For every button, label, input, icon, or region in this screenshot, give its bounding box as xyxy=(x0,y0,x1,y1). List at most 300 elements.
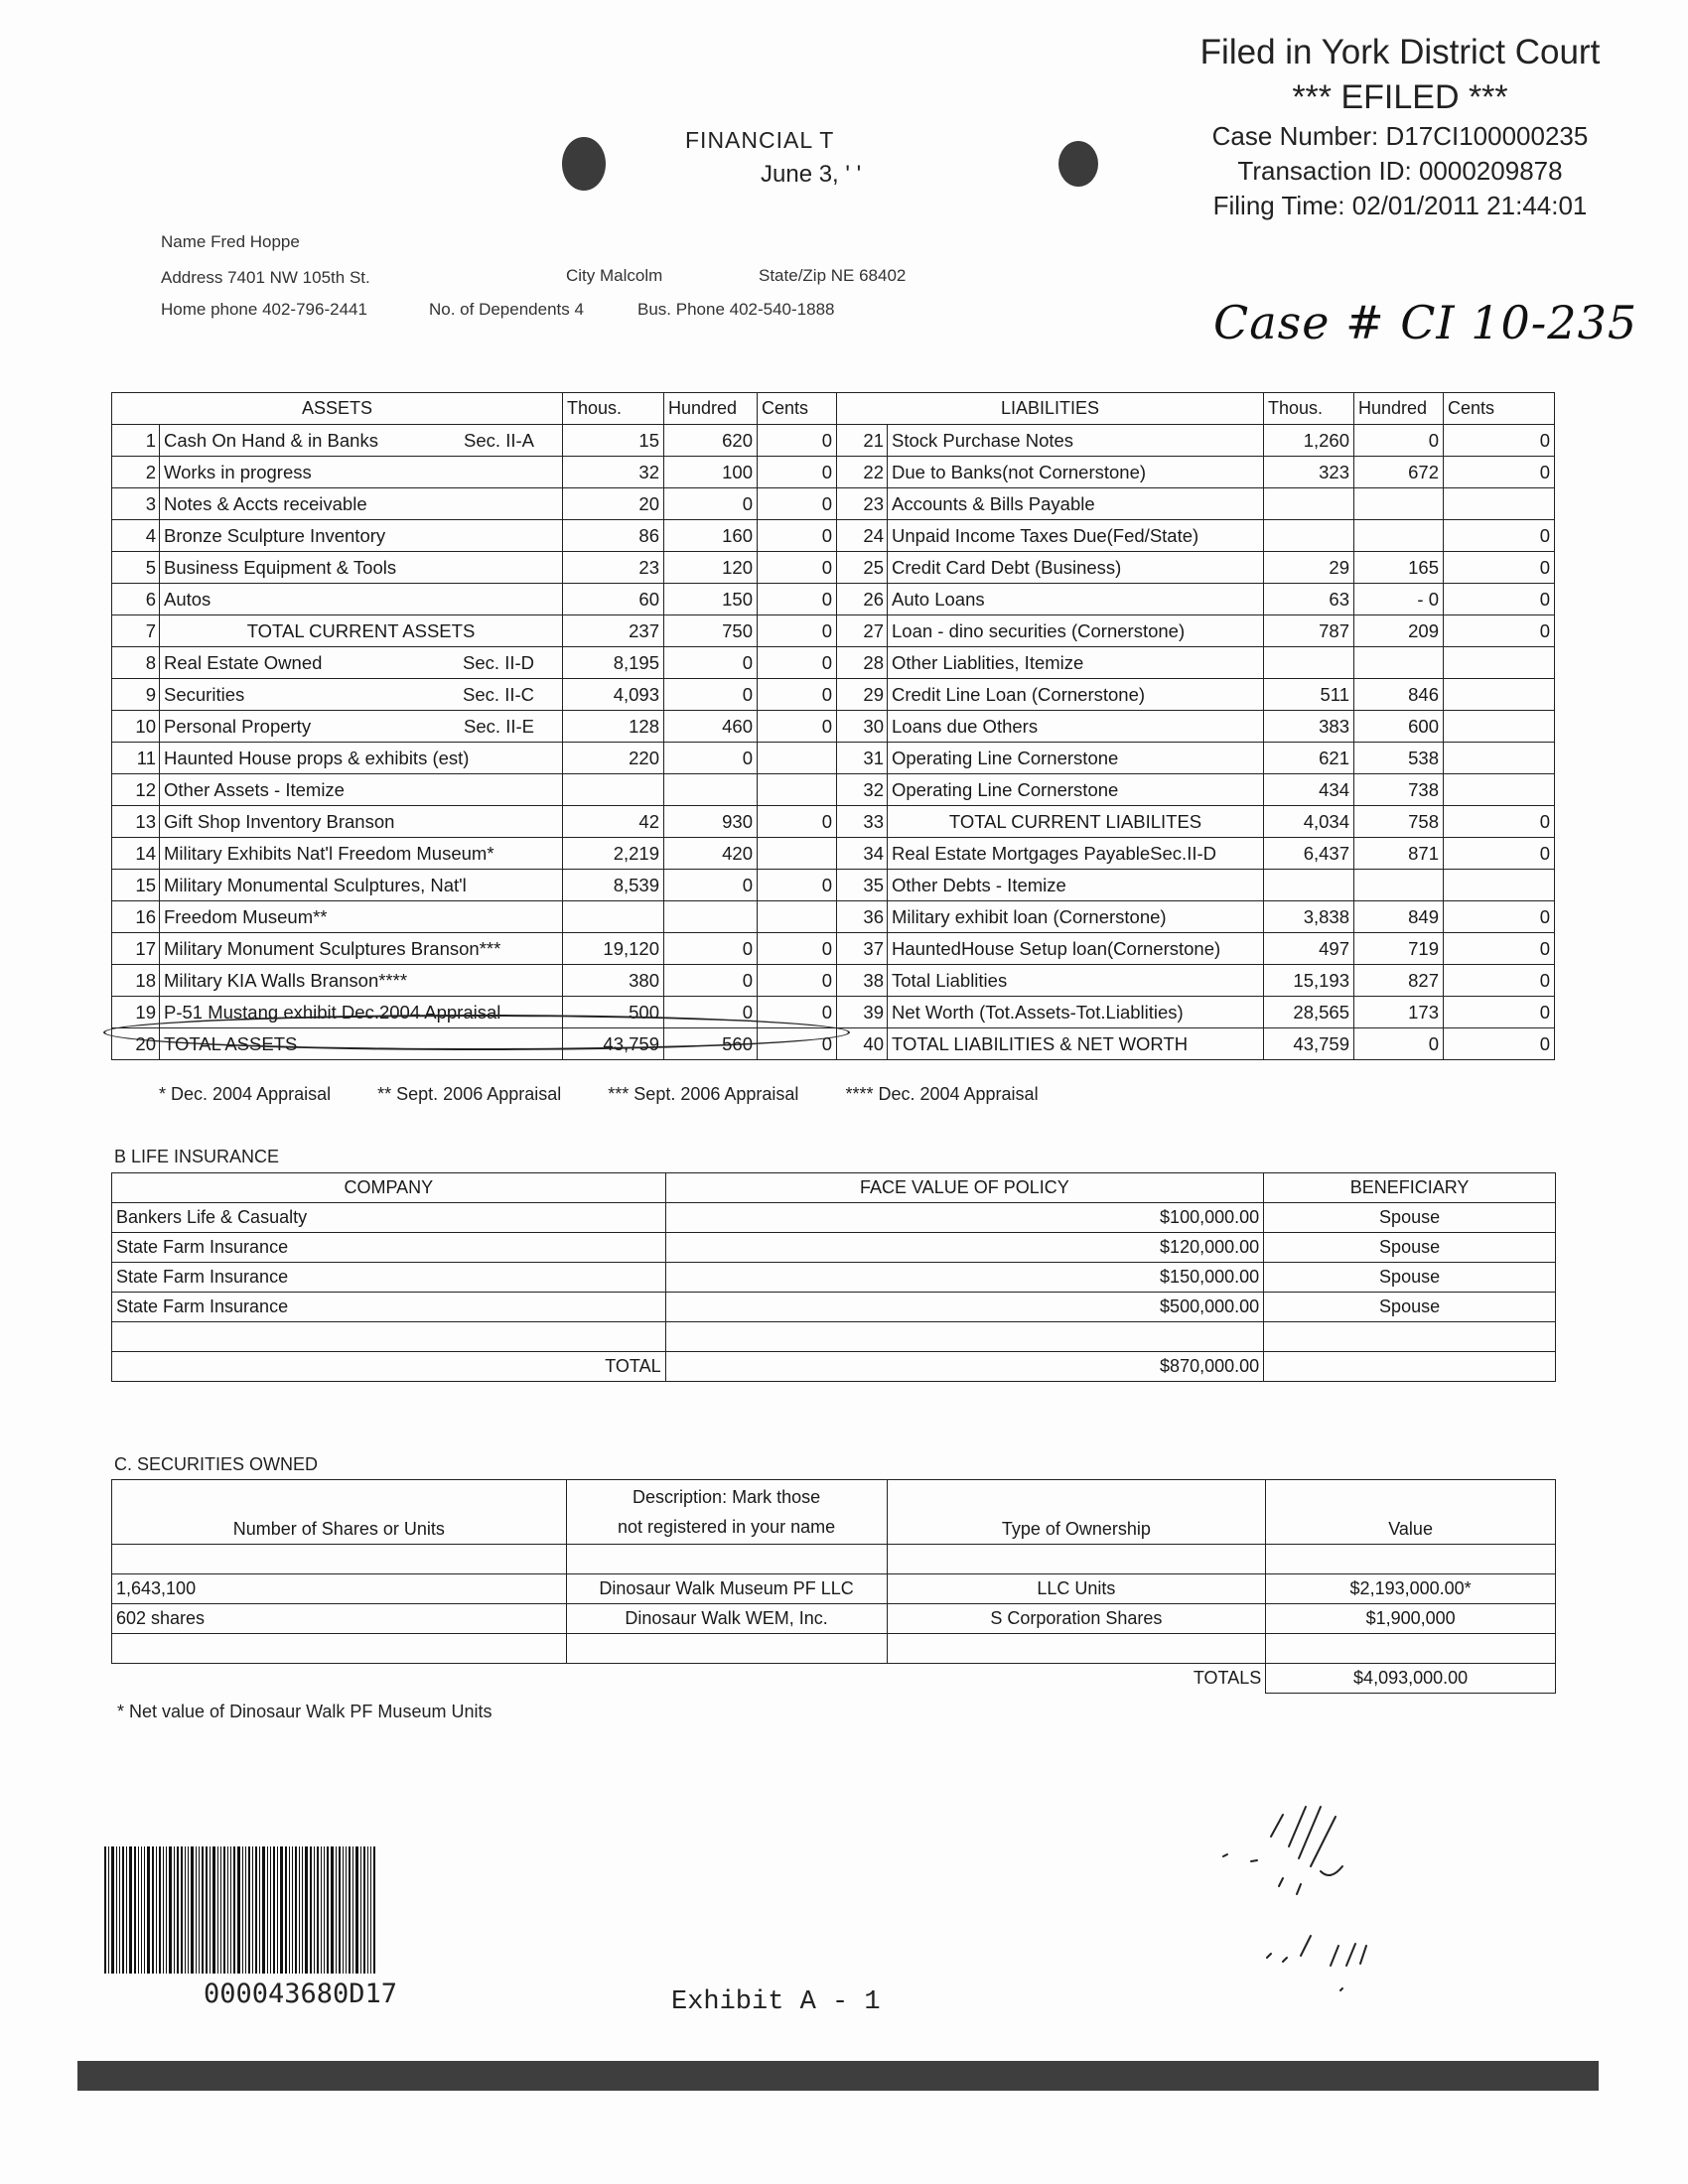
state-zip-field: State/Zip NE 68402 xyxy=(759,266,907,285)
asset-cents xyxy=(758,901,837,933)
balance-sheet-row xyxy=(112,806,1555,838)
appraisal-footnotes xyxy=(159,1084,1080,1105)
life-insurance-row xyxy=(112,1263,1556,1293)
liability-cents: 0 xyxy=(1444,838,1555,870)
liability-line-number: 32 xyxy=(837,774,888,806)
asset-section-ref: Sec. II-A xyxy=(464,429,534,451)
beneficiary-header: BENEFICIARY xyxy=(1264,1173,1556,1203)
asset-cents: 0 xyxy=(758,584,837,615)
asset-line-number: 16 xyxy=(112,901,160,933)
liability-label: Unpaid Income Taxes Due(Fed/State) xyxy=(888,520,1264,552)
asset-cents: 0 xyxy=(758,933,837,965)
barcode-bar xyxy=(262,1846,265,1974)
asset-line-number: 2 xyxy=(112,457,160,488)
efiled-label: *** EFILED *** xyxy=(1292,78,1508,116)
asset-line-number: 11 xyxy=(112,743,160,774)
balance-sheet-row xyxy=(112,933,1555,965)
barcode-bar xyxy=(292,1846,293,1974)
barcode-bar xyxy=(152,1846,154,1974)
barcode-bar xyxy=(336,1846,337,1974)
barcode-bar xyxy=(248,1846,250,1974)
address-field: Address 7401 NW 105th St. xyxy=(161,268,370,287)
asset-thousands: 8,195 xyxy=(563,647,664,679)
asset-thousands: 86 xyxy=(563,520,664,552)
barcode-bar xyxy=(259,1846,260,1974)
liability-thousands xyxy=(1264,488,1354,520)
asset-cents: 0 xyxy=(758,488,837,520)
life-insurance-row xyxy=(112,1203,1556,1233)
life-insurance-row xyxy=(112,1233,1556,1263)
liability-line-number: 22 xyxy=(837,457,888,488)
asset-label-cell xyxy=(160,711,563,743)
liability-label: Due to Banks(not Cornerstone) xyxy=(888,457,1264,488)
asset-thousands: 23 xyxy=(563,552,664,584)
asset-hundreds: 0 xyxy=(664,997,758,1028)
barcode-bar xyxy=(174,1846,175,1974)
balance-sheet-row xyxy=(112,552,1555,584)
asset-thousands: 15 xyxy=(563,425,664,457)
liabilities-hundred-header: Hundred xyxy=(1354,393,1444,425)
exhibit-label: Exhibit A - 1 xyxy=(671,1987,881,2017)
asset-line-number: 10 xyxy=(112,711,160,743)
description-header-line1: Description: Mark those xyxy=(633,1487,821,1507)
city-field: City Malcolm xyxy=(566,266,663,285)
liability-cents: 0 xyxy=(1444,965,1555,997)
asset-cents: 0 xyxy=(758,1028,837,1060)
liability-label: Credit Line Loan (Cornerstone) xyxy=(888,679,1264,711)
balance-sheet-row xyxy=(112,711,1555,743)
barcode-bar xyxy=(242,1846,243,1974)
barcode-bar xyxy=(159,1846,161,1974)
bus-phone-field: Bus. Phone 402-540-1888 xyxy=(637,300,835,319)
asset-label-cell xyxy=(160,901,563,933)
balance-sheet-row xyxy=(112,901,1555,933)
liability-line-number: 31 xyxy=(837,743,888,774)
security-value xyxy=(1266,1545,1556,1574)
liability-thousands: 434 xyxy=(1264,774,1354,806)
document-date: June 3, ' ' xyxy=(761,161,862,188)
barcode-bar xyxy=(373,1846,375,1974)
barcode-bar xyxy=(202,1846,204,1974)
liability-hundreds xyxy=(1354,488,1444,520)
barcode-bar xyxy=(188,1846,189,1974)
securities-totals-label: TOTALS xyxy=(887,1664,1266,1694)
liability-thousands: 497 xyxy=(1264,933,1354,965)
asset-cents: 0 xyxy=(758,552,837,584)
barcode-bar xyxy=(230,1846,231,1974)
barcode-bar xyxy=(191,1846,194,1974)
liability-hundreds: - 0 xyxy=(1354,584,1444,615)
security-shares: 1,643,100 xyxy=(112,1574,567,1604)
barcode-bar xyxy=(138,1846,139,1974)
asset-hundreds: 160 xyxy=(664,520,758,552)
asset-hundreds: 560 xyxy=(664,1028,758,1060)
asset-label-cell xyxy=(160,870,563,901)
liability-label: Real Estate Mortgages PayableSec.II-D xyxy=(888,838,1264,870)
barcode-bar xyxy=(355,1846,358,1974)
balance-sheet-row xyxy=(112,743,1555,774)
liability-cents: 0 xyxy=(1444,457,1555,488)
balance-sheet-row xyxy=(112,870,1555,901)
asset-hundreds: 0 xyxy=(664,679,758,711)
security-ownership-type xyxy=(887,1545,1266,1574)
security-row xyxy=(112,1634,1556,1664)
security-ownership-type: S Corporation Shares xyxy=(887,1604,1266,1634)
barcode-bar xyxy=(196,1846,197,1974)
liabilities-thous-header: Thous. xyxy=(1264,393,1354,425)
security-shares xyxy=(112,1545,567,1574)
asset-label: P-51 Mustang exhibit Dec.2004 Appraisal xyxy=(164,1001,501,1023)
insurance-company: Bankers Life & Casualty xyxy=(112,1203,666,1233)
liability-line-number: 27 xyxy=(837,615,888,647)
insurance-company: State Farm Insurance xyxy=(112,1233,666,1263)
barcode-bar xyxy=(305,1846,308,1974)
liability-cents xyxy=(1444,774,1555,806)
asset-label: Securities xyxy=(164,683,245,705)
liability-thousands: 3,838 xyxy=(1264,901,1354,933)
barcode-bar xyxy=(212,1846,215,1974)
security-shares xyxy=(112,1634,567,1664)
barcode-bar xyxy=(370,1846,371,1974)
liability-line-number: 21 xyxy=(837,425,888,457)
barcode-bar xyxy=(324,1846,325,1974)
security-shares: 602 shares xyxy=(112,1604,567,1634)
asset-cents: 0 xyxy=(758,870,837,901)
asset-thousands xyxy=(563,774,664,806)
footnote-3: *** Sept. 2006 Appraisal xyxy=(608,1084,799,1104)
liability-thousands xyxy=(1264,520,1354,552)
barcode-bar xyxy=(163,1846,164,1974)
barcode-bar xyxy=(147,1846,150,1974)
security-ownership-type: LLC Units xyxy=(887,1574,1266,1604)
liability-cents: 0 xyxy=(1444,520,1555,552)
liability-cents xyxy=(1444,488,1555,520)
company-header: COMPANY xyxy=(112,1173,666,1203)
liability-hundreds xyxy=(1354,647,1444,679)
barcode-bar xyxy=(280,1846,283,1974)
barcode-bar xyxy=(285,1846,287,1974)
asset-hundreds: 930 xyxy=(664,806,758,838)
security-description: Dinosaur Walk Museum PF LLC xyxy=(566,1574,887,1604)
policy-beneficiary: Spouse xyxy=(1264,1293,1556,1322)
security-row xyxy=(112,1545,1556,1574)
asset-label-cell xyxy=(160,743,563,774)
asset-cents: 0 xyxy=(758,457,837,488)
description-header-line2: not registered in your name xyxy=(618,1517,836,1537)
securities-totals-value: $4,093,000.00 xyxy=(1266,1664,1556,1694)
barcode-bar xyxy=(327,1846,329,1974)
asset-label: Military KIA Walls Branson**** xyxy=(164,969,408,991)
asset-label-cell xyxy=(160,552,563,584)
liability-line-number: 24 xyxy=(837,520,888,552)
barcode-bar xyxy=(166,1846,167,1974)
asset-label: Bronze Sculpture Inventory xyxy=(164,524,386,546)
liability-line-number: 23 xyxy=(837,488,888,520)
asset-label: Freedom Museum** xyxy=(164,905,328,927)
barcode-bar xyxy=(104,1846,106,1974)
asset-hundreds: 420 xyxy=(664,838,758,870)
asset-thousands: 237 xyxy=(563,615,664,647)
asset-label-cell xyxy=(160,584,563,615)
life-insurance-title: B LIFE INSURANCE xyxy=(114,1147,280,1166)
liability-hundreds: 758 xyxy=(1354,806,1444,838)
balance-sheet-header xyxy=(112,393,1555,425)
barcode xyxy=(104,1846,519,1974)
liability-label: Other Debts - Itemize xyxy=(888,870,1264,901)
liability-cents: 0 xyxy=(1444,806,1555,838)
asset-label-cell xyxy=(160,965,563,997)
securities-header xyxy=(112,1480,1556,1545)
liability-hundreds: 827 xyxy=(1354,965,1444,997)
asset-label-cell xyxy=(160,806,563,838)
barcode-bar xyxy=(108,1846,109,1974)
asset-cents: 0 xyxy=(758,806,837,838)
liability-cents: 0 xyxy=(1444,584,1555,615)
liability-label: HauntedHouse Setup loan(Cornerstone) xyxy=(888,933,1264,965)
asset-hundreds: 100 xyxy=(664,457,758,488)
asset-label-cell xyxy=(160,520,563,552)
balance-sheet-row xyxy=(112,457,1555,488)
barcode-bar xyxy=(352,1846,353,1974)
asset-cents: 0 xyxy=(758,647,837,679)
liability-cents: 0 xyxy=(1444,425,1555,457)
liability-thousands xyxy=(1264,870,1354,901)
balance-sheet-table xyxy=(111,392,1555,1060)
liability-cents xyxy=(1444,647,1555,679)
liability-hundreds: 871 xyxy=(1354,838,1444,870)
circled-row-highlight xyxy=(103,1015,850,1050)
policy-face-value: $150,000.00 xyxy=(665,1263,1264,1293)
asset-hundreds xyxy=(664,901,758,933)
footnote-2: ** Sept. 2006 Appraisal xyxy=(377,1084,562,1104)
asset-label: Military Monumental Sculptures, Nat'l xyxy=(164,874,467,895)
barcode-bar xyxy=(116,1846,117,1974)
barcode-bar xyxy=(119,1846,120,1974)
asset-label-cell xyxy=(160,679,563,711)
liability-hundreds xyxy=(1354,870,1444,901)
asset-label: Gift Shop Inventory Branson xyxy=(164,810,395,832)
asset-label: Works in progress xyxy=(164,461,312,482)
barcode-bar xyxy=(185,1846,186,1974)
asset-thousands xyxy=(563,901,664,933)
barcode-bar xyxy=(339,1846,341,1974)
liability-cents: 0 xyxy=(1444,1028,1555,1060)
ownership-header: Type of Ownership xyxy=(887,1480,1266,1545)
case-number: Case Number: D17CI100000235 xyxy=(1211,121,1589,151)
liability-thousands: 621 xyxy=(1264,743,1354,774)
liability-hundreds: 849 xyxy=(1354,901,1444,933)
liability-thousands: 6,437 xyxy=(1264,838,1354,870)
liability-label: Operating Line Cornerstone xyxy=(888,743,1264,774)
liability-line-number: 37 xyxy=(837,933,888,965)
asset-thousands: 20 xyxy=(563,488,664,520)
liability-line-number: 40 xyxy=(837,1028,888,1060)
liability-cents xyxy=(1444,743,1555,774)
policy-beneficiary: Spouse xyxy=(1264,1203,1556,1233)
balance-sheet-row xyxy=(112,425,1555,457)
barcode-bar xyxy=(122,1846,124,1974)
liability-label: Net Worth (Tot.Assets-Tot.Liablities) xyxy=(888,997,1264,1028)
liability-line-number: 38 xyxy=(837,965,888,997)
liability-thousands xyxy=(1264,647,1354,679)
liability-thousands: 29 xyxy=(1264,552,1354,584)
asset-label: Military Exhibits Nat'l Freedom Museum* xyxy=(164,842,494,864)
balance-sheet-row xyxy=(112,838,1555,870)
document-title: FINANCIAL T xyxy=(685,127,835,153)
asset-hundreds xyxy=(664,774,758,806)
liability-thousands: 15,193 xyxy=(1264,965,1354,997)
balance-sheet-row xyxy=(112,965,1555,997)
efiling-stamp xyxy=(1162,30,1638,223)
barcode-bar xyxy=(181,1846,183,1974)
liability-thousands: 787 xyxy=(1264,615,1354,647)
policy-beneficiary: Spouse xyxy=(1264,1263,1556,1293)
asset-line-number: 7 xyxy=(112,615,160,647)
liability-label: Loans due Others xyxy=(888,711,1264,743)
liability-thousands: 1,260 xyxy=(1264,425,1354,457)
name-field: Name Fred Hoppe xyxy=(161,232,300,251)
security-description: Dinosaur Walk WEM, Inc. xyxy=(566,1604,887,1634)
life-insurance-header xyxy=(112,1173,1556,1203)
security-value: $2,193,000.00* xyxy=(1266,1574,1556,1604)
asset-thousands: 43,759 xyxy=(563,1028,664,1060)
asset-label: Military Monument Sculptures Branson*** xyxy=(164,937,501,959)
asset-label-cell xyxy=(160,488,563,520)
liability-label: Other Liablities, Itemize xyxy=(888,647,1264,679)
asset-label: TOTAL CURRENT ASSETS xyxy=(246,619,476,641)
liability-hundreds: 0 xyxy=(1354,1028,1444,1060)
life-total-blank xyxy=(1264,1352,1556,1382)
assets-hundred-header: Hundred xyxy=(664,393,758,425)
barcode-bar xyxy=(349,1846,351,1974)
signature-scribble xyxy=(1172,1787,1470,2005)
security-description xyxy=(566,1545,887,1574)
barcode-bar xyxy=(227,1846,228,1974)
asset-hundreds: 750 xyxy=(664,615,758,647)
asset-label: Autos xyxy=(164,588,211,610)
barcode-bar xyxy=(129,1846,132,1974)
asset-hundreds: 620 xyxy=(664,425,758,457)
insurance-company xyxy=(112,1322,666,1352)
life-total-label: TOTAL xyxy=(112,1352,666,1382)
asset-label: Cash On Hand & in Banks xyxy=(164,429,378,451)
barcode-bar xyxy=(217,1846,218,1974)
punch-hole-right xyxy=(1058,141,1098,187)
barcode-bar xyxy=(277,1846,278,1974)
barcode-bar xyxy=(331,1846,334,1974)
asset-hundreds: 0 xyxy=(664,965,758,997)
life-insurance-table xyxy=(111,1172,1556,1382)
insurance-company: State Farm Insurance xyxy=(112,1293,666,1322)
liability-thousands: 383 xyxy=(1264,711,1354,743)
asset-line-number: 1 xyxy=(112,425,160,457)
asset-label-cell xyxy=(160,774,563,806)
assets-thous-header: Thous. xyxy=(563,393,664,425)
barcode-bar xyxy=(210,1846,211,1974)
asset-label: Real Estate Owned xyxy=(164,651,323,673)
asset-thousands: 60 xyxy=(563,584,664,615)
asset-label-cell xyxy=(160,933,563,965)
liability-cents xyxy=(1444,679,1555,711)
asset-hundreds: 460 xyxy=(664,711,758,743)
liability-hundreds: 600 xyxy=(1354,711,1444,743)
asset-cents: 0 xyxy=(758,997,837,1028)
asset-hundreds: 150 xyxy=(664,584,758,615)
insurance-company: State Farm Insurance xyxy=(112,1263,666,1293)
life-insurance-row xyxy=(112,1293,1556,1322)
barcode-bar xyxy=(302,1846,303,1974)
barcode-bar xyxy=(314,1846,315,1974)
barcode-bar xyxy=(156,1846,157,1974)
barcode-bar xyxy=(367,1846,368,1974)
liability-hundreds xyxy=(1354,520,1444,552)
asset-cents xyxy=(758,838,837,870)
barcode-bar xyxy=(206,1846,208,1974)
asset-cents: 0 xyxy=(758,965,837,997)
security-ownership-type xyxy=(887,1634,1266,1664)
handwritten-case-number: Case # CI 10-235 xyxy=(1213,296,1638,349)
liability-line-number: 35 xyxy=(837,870,888,901)
asset-section-ref: Sec. II-D xyxy=(463,651,534,673)
court-name: Filed in York District Court xyxy=(1199,33,1601,71)
liability-hundreds: 719 xyxy=(1354,933,1444,965)
barcode-bar xyxy=(360,1846,361,1974)
asset-label: Business Equipment & Tools xyxy=(164,556,397,578)
liability-hundreds: 846 xyxy=(1354,679,1444,711)
asset-thousands: 220 xyxy=(563,743,664,774)
barcode-bar xyxy=(299,1846,300,1974)
home-phone-field: Home phone 402-796-2441 xyxy=(161,300,367,319)
asset-hundreds: 0 xyxy=(664,870,758,901)
asset-thousands: 2,219 xyxy=(563,838,664,870)
asset-label-cell xyxy=(160,457,563,488)
barcode-bar xyxy=(255,1846,257,1974)
balance-sheet-row xyxy=(112,647,1555,679)
policy-face-value xyxy=(665,1322,1264,1352)
asset-line-number: 4 xyxy=(112,520,160,552)
transaction-id: Transaction ID: 0000209878 xyxy=(1237,156,1563,186)
barcode-bar xyxy=(295,1846,297,1974)
footnote-1: * Dec. 2004 Appraisal xyxy=(159,1084,332,1104)
asset-line-number: 5 xyxy=(112,552,160,584)
liability-line-number: 36 xyxy=(837,901,888,933)
barcode-bar xyxy=(363,1846,365,1974)
liability-label: Credit Card Debt (Business) xyxy=(888,552,1264,584)
policy-face-value: $120,000.00 xyxy=(665,1233,1264,1263)
asset-line-number: 20 xyxy=(112,1028,160,1060)
liability-cents: 0 xyxy=(1444,997,1555,1028)
asset-line-number: 15 xyxy=(112,870,160,901)
liability-line-number: 39 xyxy=(837,997,888,1028)
dependents-field: No. of Dependents 4 xyxy=(429,300,584,319)
liability-thousands: 43,759 xyxy=(1264,1028,1354,1060)
security-row xyxy=(112,1604,1556,1634)
barcode-bar xyxy=(199,1846,200,1974)
barcode-bar xyxy=(223,1846,225,1974)
policy-face-value: $500,000.00 xyxy=(665,1293,1264,1322)
barcode-bar xyxy=(346,1846,347,1974)
balance-sheet-row xyxy=(112,615,1555,647)
asset-line-number: 8 xyxy=(112,647,160,679)
asset-line-number: 17 xyxy=(112,933,160,965)
asset-thousands: 380 xyxy=(563,965,664,997)
life-insurance-row xyxy=(112,1322,1556,1352)
barcode-bar xyxy=(111,1846,114,1974)
balance-sheet-row xyxy=(112,584,1555,615)
liability-label: Operating Line Cornerstone xyxy=(888,774,1264,806)
value-header: Value xyxy=(1266,1480,1556,1545)
asset-label-cell xyxy=(160,425,563,457)
